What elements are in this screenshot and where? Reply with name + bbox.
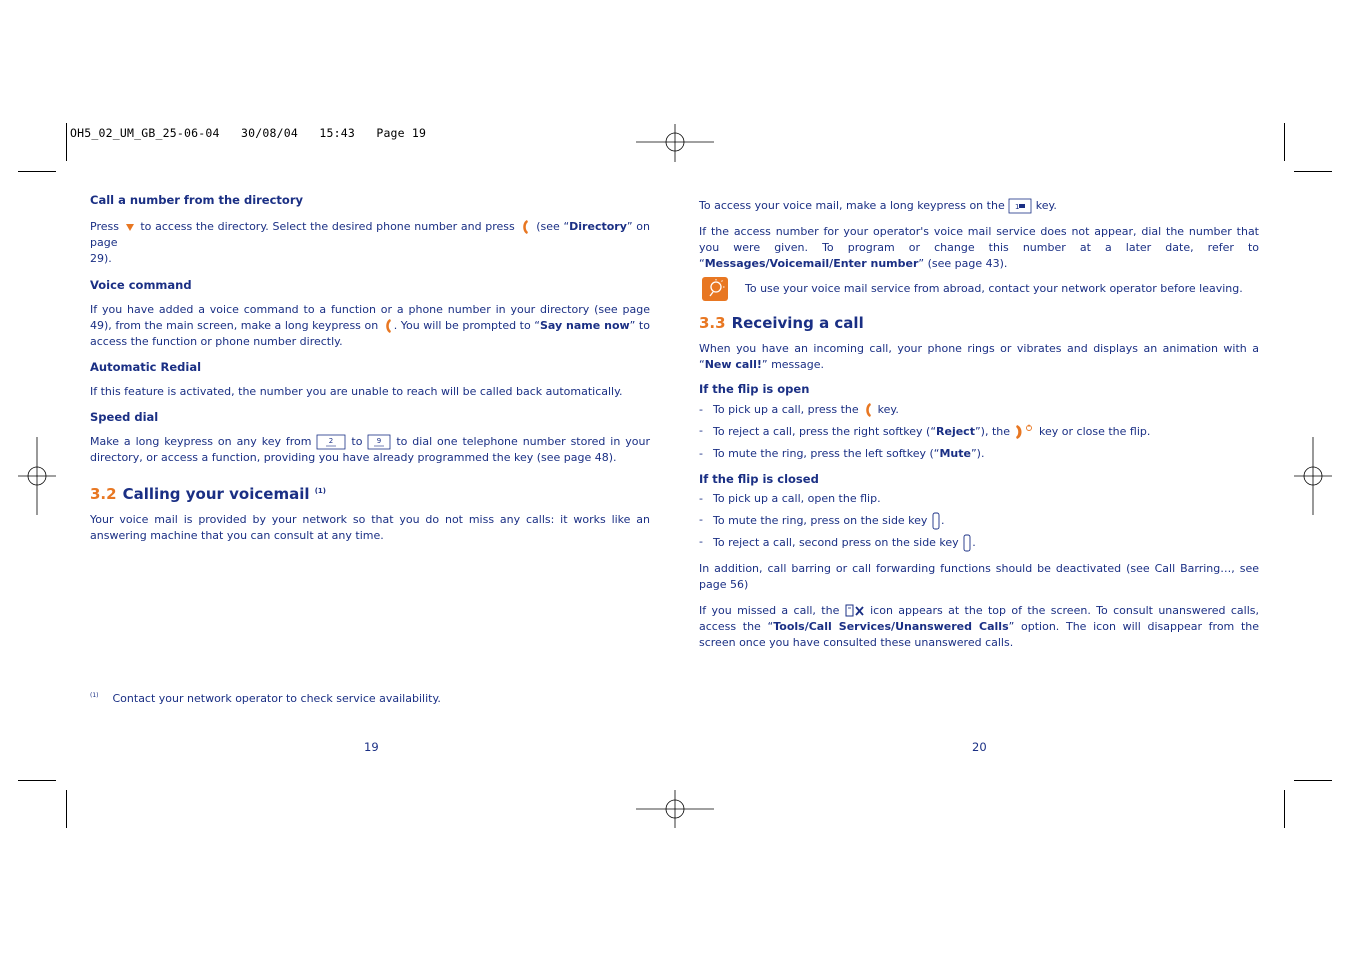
registration-mark-left	[18, 437, 56, 515]
svg-text:2: 2	[329, 437, 334, 445]
paragraph-incoming-call: When you have an incoming call, your phone rings or vibrates and displays an animation with a “New call!” message.	[699, 342, 1259, 371]
registration-mark-right	[1294, 437, 1332, 515]
left-page	[90, 192, 650, 544]
footnote-ref: (1)	[314, 487, 326, 495]
list-item: - To mute the ring, press the left softkey (“Mute”).	[699, 447, 985, 460]
list-item: - To reject a call, second press on the side key .	[699, 534, 1259, 552]
svg-text:1: 1	[1015, 203, 1020, 211]
paragraph-barring: In addition, call barring or call forwarding functions should be deactivated (see Call Barring…, see page 56)	[699, 562, 1259, 591]
tip-text: To use your voice mail service from abroad, contact your network operator before leaving.	[745, 282, 1243, 295]
paragraph-automatic-redial: If this feature is activated, the number you are unable to reach will be called back automatically.	[90, 385, 623, 398]
right-page	[699, 197, 1259, 651]
section-number: 3.3	[699, 314, 726, 332]
registration-mark-top	[636, 124, 714, 162]
key-9-icon	[367, 434, 391, 450]
side-key-icon	[931, 512, 941, 530]
heading-speed-dial: Speed dial	[90, 410, 159, 424]
paragraph-call-from-directory: Press to access the directory. Select the desired phone number and press (see “Directory” on page 29).	[90, 220, 650, 265]
paragraph-speed-dial: Make a long keypress on any key from 2 to 9 to dial one telephone number stored in your directory, or access a function, providing you have already programmed the key (see page 48).	[90, 435, 651, 464]
call-key-icon	[382, 318, 394, 334]
list-item: - To pick up a call, press the key.	[699, 403, 899, 416]
registration-mark-bottom	[636, 790, 714, 828]
section-heading-voicemail	[90, 483, 650, 502]
heading-flip-open: If the flip is open	[699, 382, 810, 396]
paragraph-access-number: If the access number for your operator's voice mail service does not appear, dial the number that you were given. To program or change this number at a later date, refer to “Messages/Voicemail/Enter number” (see page 43).	[699, 225, 1259, 270]
print-slug: OH5_02_UM_GB_25-06-04 30/08/04 15:43 Page 19	[70, 126, 427, 140]
paragraph-access-voicemail: To access your voice mail, make a long keypress on the 1 key.	[699, 197, 1259, 215]
paragraph-missed-call: If you missed a call, the icon appears at the top of the screen. To consult unanswered calls, access the “Tools/Call Services/Unanswered Calls” option. The icon will disappear from the screen once you have consulted these unanswered calls.	[699, 604, 1260, 649]
section-heading-receiving	[699, 315, 1259, 331]
paragraph-voicemail: Your voice mail is provided by your network so that you do not miss any calls: it works like an answering machine that you can consult at any time.	[90, 513, 650, 542]
list-item: - To mute the ring, press on the side key .	[699, 512, 1259, 530]
paragraph-voice-command: If you have added a voice command to a function or a phone number in your directory (see page 49), from the main screen, make a long keypress on . You will be prompted to “Say name now” to access the function or phone number directly.	[90, 303, 650, 348]
section-number: 3.2	[90, 485, 117, 503]
footnote-mark: (1)	[90, 692, 99, 700]
section-title: Receiving a call	[731, 314, 864, 332]
voicemail-key-icon	[1008, 197, 1032, 215]
side-key-icon	[962, 534, 972, 552]
footnote-text: Contact your network operator to check service availability.	[112, 692, 441, 705]
footnote	[90, 692, 441, 705]
lightbulb-tip-icon	[702, 277, 728, 301]
missed-call-icon	[845, 604, 865, 618]
end-call-key-icon	[1014, 423, 1036, 441]
heading-flip-closed: If the flip is closed	[699, 472, 819, 486]
call-key-icon	[518, 219, 532, 235]
page-number-left: 19	[364, 740, 379, 754]
list-item: - To pick up a call, open the flip.	[699, 492, 881, 505]
page-number-right: 20	[972, 740, 987, 754]
svg-text:9: 9	[377, 437, 382, 445]
section-title: Calling your voicemail	[122, 485, 310, 503]
heading-call-from-directory: Call a number from the directory	[90, 193, 303, 207]
down-arrow-icon	[123, 221, 137, 233]
list-item: - To reject a call, press the right softkey (“Reject”), the key or close the flip.	[699, 423, 1259, 441]
heading-voice-command: Voice command	[90, 278, 192, 292]
tip-box	[699, 278, 1259, 302]
key-2-icon	[316, 434, 346, 450]
heading-automatic-redial: Automatic Redial	[90, 360, 202, 374]
call-key-icon	[862, 402, 874, 418]
